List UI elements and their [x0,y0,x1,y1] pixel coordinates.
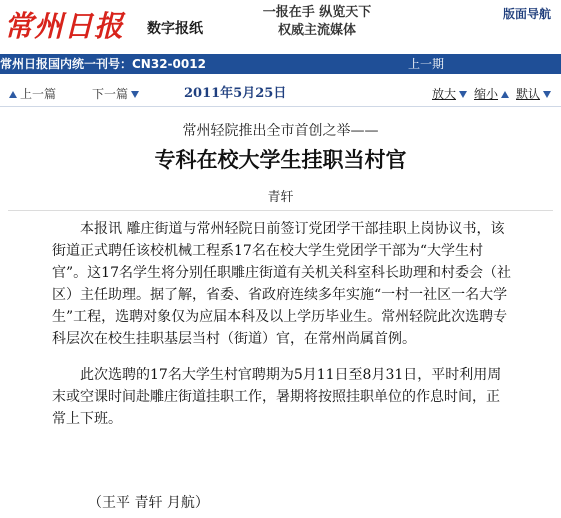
slogan-line-1: 一报在手 纵览天下 [262,5,372,20]
down-arrow-icon [543,91,551,98]
slogan [252,4,382,40]
zoom-out-label: 缩小 [474,87,499,101]
section-label: 数字报纸 [147,21,203,37]
down-arrow-icon [131,91,139,98]
zoom-out-button[interactable] [474,82,512,106]
zoom-in-label: 放大 [432,87,457,101]
issue-date: 2011年5月25日 [184,86,287,101]
next-article-link[interactable] [92,82,142,106]
previous-article-label: 上一篇 [20,87,57,101]
article-author: 青轩 [267,190,294,205]
article-byline: （王平 青轩 月航） [88,495,209,511]
article-title: 专科在校大学生挂职当村官 [154,148,407,172]
site-logo[interactable]: 常州日报 [4,9,125,43]
page-navigation-link[interactable]: 版面导航 [502,7,551,21]
previous-issue-link[interactable]: 上一期 [408,57,445,71]
article-toolbar [0,82,561,107]
issue-bar [0,54,561,74]
article-paragraph: 此次选聘的17名大学生村官聘期为5月11日至8月31日，平时利用周末或空课时间赴雕庄街道挂职工作，暑期将按照挂职单位的作息时间，正常上下班。 [52,367,502,427]
slogan-line-2: 权威主流媒体 [277,23,356,38]
site-header [0,0,561,52]
zoom-in-button[interactable] [432,82,470,106]
default-size-label: 默认 [516,87,541,101]
up-arrow-icon [501,91,509,98]
divider [8,210,553,211]
previous-article-link[interactable] [6,82,56,106]
article-pretitle: 常州轻院推出全市首创之举—— [182,123,379,139]
issue-number: 常州日报国内统一刊号：CN32-0012 [0,57,206,71]
up-arrow-icon [9,91,17,98]
article-paragraph: 本报讯 雕庄街道与常州轻院日前签订党团学干部挂职上岗协议书，该街道正式聘任该校机械工程系17名在校大学生党团学干部为“大学生村官”。这17名学生将分别任职雕庄街道有关机关科室科长助理和村委会（社区）主任助理。据了解，省委、省政府连续多年实施“一村一社区一名大学生”工程，选聘对象仅为应届本科及以上学历毕业生。常州轻院此次选聘专科层次在校生挂职基层当村（街道）官，在常州尚属首例。 [52,221,511,347]
article-body [52,218,512,430]
next-article-label: 下一篇 [92,87,129,101]
down-arrow-icon [459,91,467,98]
default-size-button[interactable] [516,82,554,106]
